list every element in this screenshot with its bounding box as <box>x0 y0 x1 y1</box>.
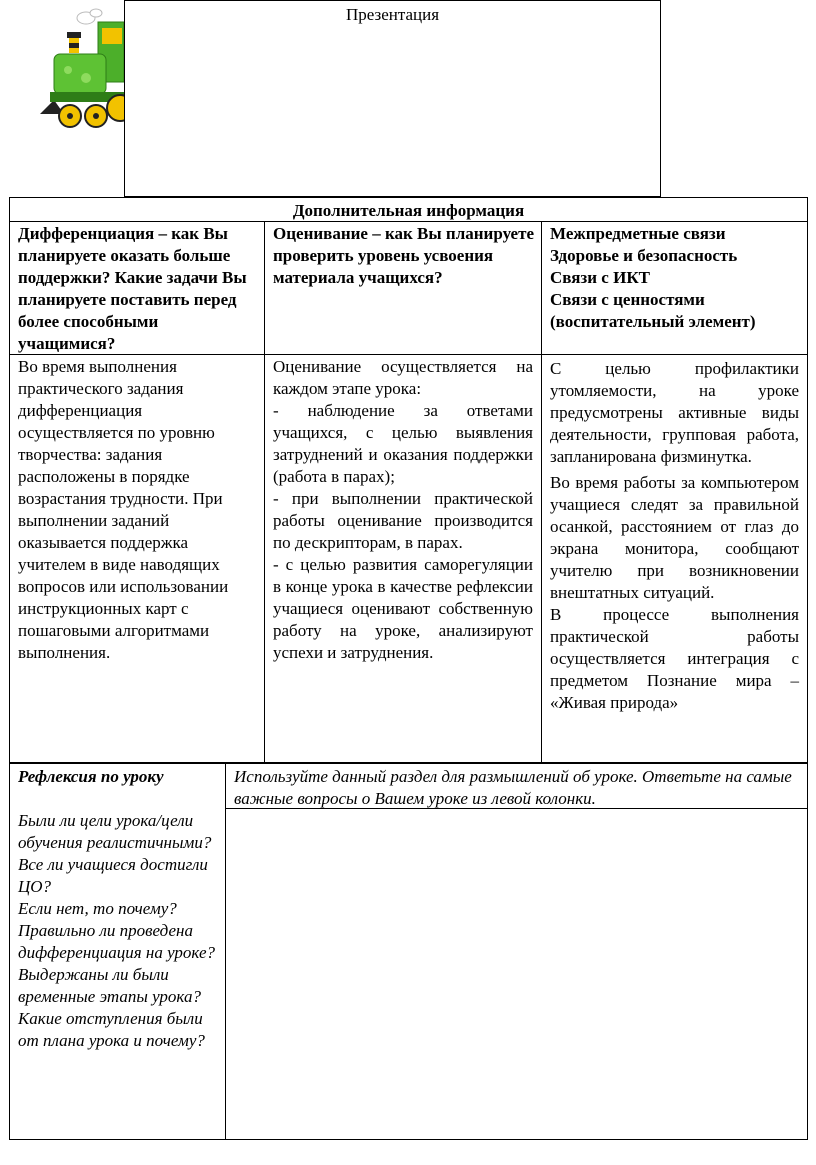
assessment-paragraph: Оценивание осуществляется на каждом этапе урока: <box>273 357 533 398</box>
cross-curricular-paragraph: Во время работы за компьютером учащиеся следят за правильной осанкой, расстоянием от глаз до экрана монитора, сообщают учителю при возникновении внештатных ситуаций. <box>550 473 799 602</box>
train-icon <box>40 8 124 130</box>
assessment-text <box>273 356 533 664</box>
assessment-paragraph: - наблюдение за ответами учащихся, с целью выявления затруднений и оказания поддержки (работа в парах); <box>273 401 533 486</box>
presentation-cell <box>124 0 661 197</box>
additional-info-title: Дополнительная информация <box>292 201 525 220</box>
header-assessment: Оценивание – как Вы планируете проверить уровень усвоения материала учащихся? <box>273 224 534 287</box>
cross-curricular-paragraph: С целью профилактики утомляемости, на уроке предусмотрены активные виды деятельности, групповая работа, запланирована физминутка. <box>550 359 799 466</box>
train-illustration <box>40 8 124 130</box>
differentiation-text: Во время выполнения практического задания дифференциация осуществляется по уровню творчества: задания расположены в порядке возрастания трудности. При выполнении заданий оказывается поддержка учителем в виде наводящих вопросов или использовании инструкционных карт с пошаговыми алгоритмами выполнения. <box>18 357 229 662</box>
reflection-title: Рефлексия по уроку <box>18 767 164 786</box>
divider <box>541 221 542 763</box>
header-cross-curricular: Межпредметные связи Здоровье и безопасность Связи с ИКТ Связи с ценностями (воспитательный элемент) <box>550 224 756 331</box>
reflection-questions: Были ли цели урока/цели обучения реалистичными? Все ли учащиеся достигли ЦО? Если нет, то почему? Правильно ли проведена дифференциация на уроке? Выдержаны ли были временные этапы урока? Какие отступления были от плана урока и почему? <box>18 811 215 1050</box>
header-differentiation: Дифференциация – как Вы планируете оказать больше поддержки? Какие задачи Вы планируете поставить перед более способными учащимися? <box>18 224 247 353</box>
divider <box>225 763 226 1140</box>
presentation-label: Презентация <box>345 5 440 24</box>
cross-curricular-paragraph: В процессе выполнения практической работы осуществляется интеграция с предметом Познание мира – «Живая природа» <box>550 605 799 712</box>
cross-curricular-text <box>550 358 799 714</box>
divider <box>264 221 265 763</box>
assessment-paragraph: - с целью развития саморегуляции в конце урока в качестве рефлексии учащиеся оценивают собственную работу на уроке, анализируют успехи и затруднения. <box>273 555 533 662</box>
divider <box>9 221 808 222</box>
reflection-instruction: Используйте данный раздел для размышлений об уроке. Ответьте на самые важные вопросы о Вашем уроке из левой колонки. <box>234 767 792 808</box>
assessment-paragraph: - при выполнении практической работы оценивание производится по дескрипторам, в парах. <box>273 489 533 552</box>
